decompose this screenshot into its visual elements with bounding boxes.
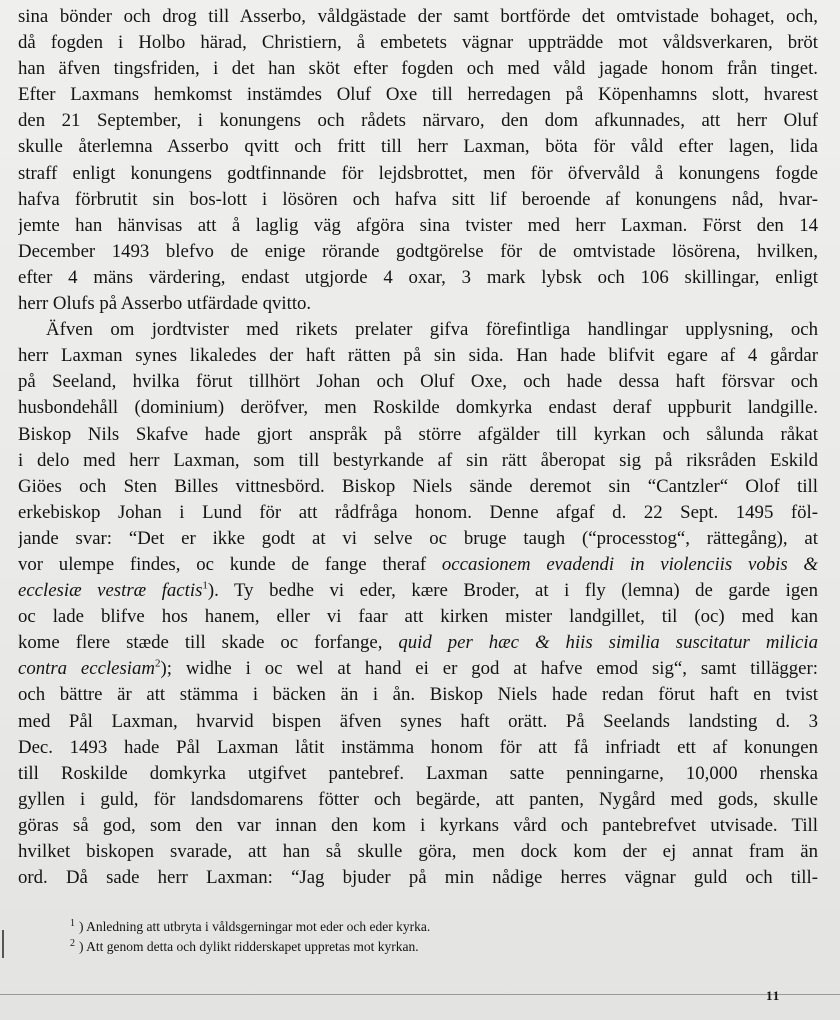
text-segment: jande svar: “Det er ikke godt at vi selve oc bruge taugh (“processtog“, rättegång), at	[18, 527, 818, 549]
footnote-ref: 1	[202, 579, 208, 592]
text-line	[18, 343, 818, 369]
text-segment: straff enligt konungens godtfinnande för lejdsbrottet, men för öfvervåld å konungens fogde	[18, 162, 818, 184]
text-segment: den 21 September, i konungens och rådets närvaro, den dom afkunnades, att herr Oluf	[18, 110, 818, 132]
text-line	[18, 422, 818, 448]
text-segment: ord. Då sade herr Laxman: “Jag bjuder på min nådige herres vägnar guld och till-	[18, 867, 818, 889]
text-line	[18, 578, 818, 604]
footnotes	[70, 917, 810, 957]
text-segment: ). Ty bedhe vi eder, kære Broder, at i fly (lemna) de garde igen	[207, 580, 818, 602]
text-segment: gyllen i guld, för landsdomarens fötter och begärde, att panten, Nygård med gods, skulle	[18, 788, 818, 810]
footnote	[70, 917, 810, 937]
text-line	[18, 604, 818, 630]
text-segment: till Roskilde domkyrka utgifvet pantebref. Laxman satte penningarne, 10,000 rhenska	[18, 762, 818, 784]
text-line	[18, 839, 818, 865]
text-line	[18, 134, 818, 160]
text-segment: då fogden i Holbo härad, Christiern, å embetets vägnar uppträdde mot våldsverkaren, bröt	[18, 32, 818, 54]
text-line	[18, 656, 818, 682]
text-line	[18, 369, 818, 395]
text-segment: i delo med herr Laxman, som till bestyrkande af sin rätt åberopat sig på riksråden Eskild	[18, 449, 818, 471]
text-line	[18, 265, 818, 291]
text-segment: vor ulempe findes, oc kunde de fange theraf	[18, 553, 442, 575]
text-segment: oc lade blifve hos hanem, eller vi faar att kirken mister landgillet, til (oc) med kan	[18, 606, 818, 628]
footnote-ref: 2	[154, 658, 161, 671]
text-line	[18, 526, 818, 552]
text-segment: göras så god, som den var innan den kom i kyrkans vård och pantebrefvet utvisade. Till	[18, 814, 818, 836]
italic-text: occasionem evadendi in violenciis vobis &	[441, 553, 818, 575]
italic-text: contra ecclesiam	[18, 658, 155, 680]
text-line	[18, 500, 818, 526]
text-segment: han äfven tingsfriden, i det han sköt efter fogden och med våld jagade honom från tinget.	[18, 58, 818, 80]
text-line	[18, 787, 818, 813]
text-segment: hafva förbrutit sin bos-lott i lösören och hafva sitt lif beroende af konungens nåd, hvar-	[18, 188, 818, 210]
text-line	[18, 395, 818, 421]
text-line	[18, 735, 818, 761]
margin-mark	[2, 930, 4, 958]
text-segment: husbondehåll (dominium) deröfver, men Roskilde domkyrka endast deraf uppburit landgille.	[18, 397, 818, 419]
text-segment: och bättre är att stämma i bäcken än i ån. Biskop Niels hade redan förut haft en tvist	[18, 684, 818, 706]
italic-text: ecclesiæ vestræ factis	[18, 580, 203, 602]
text-segment: Efter Laxmans hemkomst instämdes Oluf Oxe till herredagen på Köpenhamns slott, hvarest	[18, 84, 818, 106]
text-segment: jemte han hänvisas att å laglig väg afgöra sina tvister med herr Laxman. Först den 14	[18, 214, 818, 236]
text-segment: hvilket biskopen svarade, att han så skulle göra, men dock kom der ej annat fram än	[18, 841, 818, 862]
text-line	[18, 813, 818, 839]
text-line	[18, 761, 818, 787]
text-segment: skulle återlemna Asserbo qvitt och fritt till herr Laxman, böta för våld efter lagen, lida	[18, 136, 818, 158]
text-segment: erkebiskop Johan i Lund för att rådfråga honom. Denne afgaf d. 22 Sept. 1495 föl-	[18, 501, 818, 523]
text-segment: December 1493 blefvo de enige rörande godtgörelse för de omtvistade lösörena, hvilken,	[18, 240, 818, 262]
text-line	[18, 4, 818, 30]
text-line	[18, 30, 818, 56]
italic-text: quid per hæc & hiis similia suscitatur milicia	[398, 632, 818, 654]
text-line	[18, 213, 818, 239]
text-line	[18, 187, 818, 213]
text-segment: Giöes och Sten Billes vittnesbörd. Biskop Niels sände deremot sin “Cantzler“ Olof till	[18, 475, 818, 497]
text-line	[18, 56, 818, 82]
text-line	[18, 630, 818, 656]
text-line	[18, 108, 818, 134]
footnote-mark: 1	[70, 917, 75, 929]
body-text	[18, 4, 818, 891]
footer-rule	[0, 994, 840, 995]
text-segment: ); widhe i oc wel at hand ei er god at hafve emod sig“, samt tillägger:	[160, 658, 818, 680]
footnote-text: ) Att genom detta och dylikt ridderskapet uppretas mot kyrkan.	[79, 939, 419, 954]
text-line	[18, 709, 818, 735]
footnote-text: ) Anledning att utbryta i våldsgerningar mot eder och eder kyrka.	[79, 919, 431, 934]
text-segment: herr Olufs på Asserbo utfärdade qvitto.	[18, 293, 312, 315]
text-line	[18, 239, 818, 265]
text-segment: efter 4 mäns värdering, endast utgjorde 4 oxar, 3 mark lybsk och 106 skillingar, enligt	[18, 266, 818, 288]
text-line	[18, 82, 818, 108]
footnote	[70, 937, 810, 957]
text-segment: sina bönder och drog till Asserbo, våldgästade der samt bortförde det omtvistade bohaget, och,	[18, 6, 818, 27]
text-line	[18, 161, 818, 187]
text-segment: Dec. 1493 hade Pål Laxman låtit instämma honom för att få infriadt ett af konungen	[18, 736, 818, 758]
text-line	[18, 291, 818, 317]
text-segment: på Seeland, hvilka förut tillhört Johan och Oluf Oxe, och hade dessa haft försvar och	[18, 371, 818, 393]
text-segment: med Pål Laxman, hvarvid bispen äfven synes haft orätt. På Seelands landsting d. 3	[18, 710, 818, 732]
text-line	[18, 474, 818, 500]
text-segment: herr Laxman synes likaledes der haft rätten på sin sida. Han hade blifvit egare af 4 gårdar	[18, 345, 818, 367]
text-line	[18, 448, 818, 474]
text-segment: Biskop Nils Skafve hade gjort anspråk på större afgälder till kyrkan och sålunda råkat	[18, 423, 818, 445]
text-segment: kome flere stæde till skade oc forfange,	[18, 632, 399, 654]
text-segment: Äfven om jordtvister med rikets prelater gifva förefintliga handlingar upplysning, och	[46, 319, 818, 341]
text-line	[18, 552, 818, 578]
page-number: 11	[766, 988, 781, 1003]
text-line	[18, 317, 818, 343]
text-line	[18, 682, 818, 708]
footnote-mark: 2	[70, 937, 75, 949]
text-line	[18, 865, 818, 891]
